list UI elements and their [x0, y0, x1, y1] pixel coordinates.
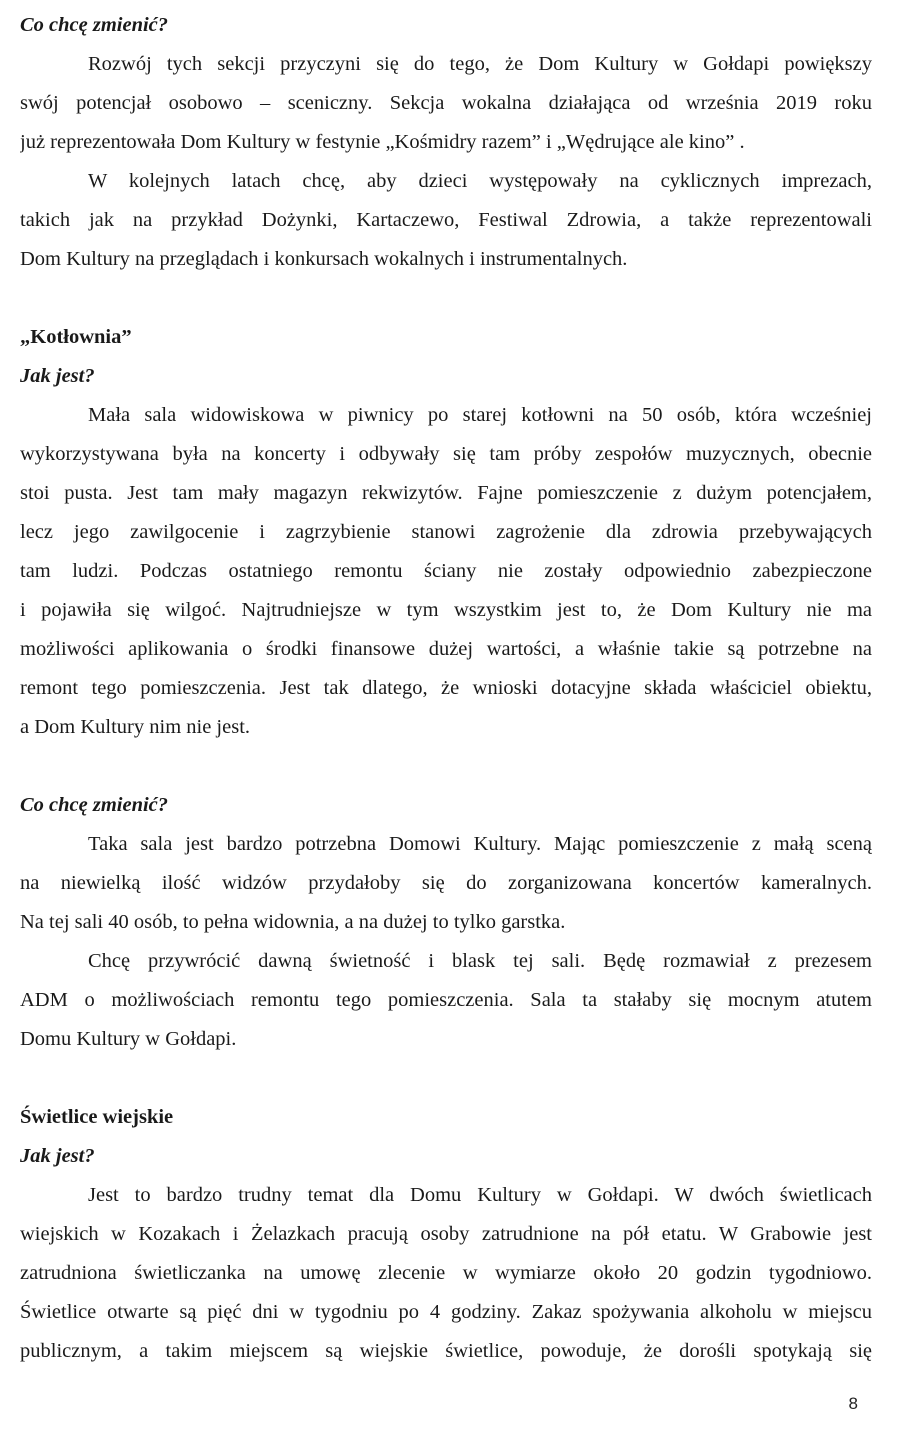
paragraph: [20, 45, 872, 162]
text-line: publicznym, a takim miejscem są wiejskie świetlice, powoduje, że dorośli spotykają się: [20, 1340, 872, 1362]
paragraph: [20, 1176, 872, 1371]
paragraph: [20, 825, 872, 942]
text-line: Mała sala widowiskowa w piwnicy po starej kotłowni na 50 osób, która wcześniej: [88, 404, 872, 426]
text-line: W kolejnych latach chcę, aby dzieci występowały na cyklicznych imprezach,: [88, 170, 872, 192]
page-number: 8: [848, 1394, 858, 1413]
paragraph: [20, 942, 872, 1059]
text-line: i pojawiła się wilgoć. Najtrudniejsze w tym wszystkim jest to, że Dom Kultury nie ma: [20, 599, 872, 621]
text-line: stoi pusta. Jest tam mały magazyn rekwizytów. Fajne pomieszczenie z dużym potencjałem,: [20, 482, 872, 504]
text-line: już reprezentowała Dom Kultury w festynie „Kośmidry razem” i „Wędrujące ale kino” .: [20, 131, 745, 153]
section-heading: Co chcę zmienić?: [20, 14, 169, 36]
text-line: Świetlice otwarte są pięć dni w tygodniu po 4 godziny. Zakaz spożywania alkoholu w miejscu: [20, 1301, 872, 1323]
text-line: a Dom Kultury nim nie jest.: [20, 716, 251, 738]
spacer: [20, 1059, 872, 1098]
text-line: zatrudniona świetliczanka na umowę zlecenie w wymiarze około 20 godzin tygodniowo.: [20, 1262, 872, 1284]
section-heading: Co chcę zmienić?: [20, 794, 169, 816]
text-line: wiejskich w Kozakach i Żelazkach pracują osoby zatrudnione na pół etatu. W Grabowie jest: [20, 1223, 872, 1245]
section-title: Świetlice wiejskie: [20, 1106, 174, 1128]
document-page: [20, 6, 872, 1371]
text-line: takich jak na przykład Dożynki, Kartaczewo, Festiwal Zdrowia, a także reprezentowali: [20, 209, 872, 231]
text-line: swój potencjał osobowo – sceniczny. Sekcja wokalna działająca od września 2019 roku: [20, 92, 872, 114]
text-line: ADM o możliwościach remontu tego pomieszczenia. Sala ta stałaby się mocnym atutem: [20, 989, 872, 1011]
text-line: wykorzystywana była na koncerty i odbywały się tam próby zespołów muzycznych, obecnie: [20, 443, 872, 465]
text-line: Jest to bardzo trudny temat dla Domu Kultury w Gołdapi. W dwóch świetlicach: [88, 1184, 872, 1206]
text-line: Chcę przywrócić dawną świetność i blask tej sali. Będę rozmawiał z prezesem: [88, 950, 872, 972]
text-line: Taka sala jest bardzo potrzebna Domowi Kultury. Mając pomieszczenie z małą sceną: [88, 833, 872, 855]
text-line: możliwości aplikowania o środki finansowe dużej wartości, a właśnie takie są potrzebne na: [20, 638, 872, 660]
section-heading: Jak jest?: [20, 365, 95, 387]
text-line: Domu Kultury w Gołdapi.: [20, 1028, 237, 1050]
spacer: [20, 747, 872, 786]
text-line: Dom Kultury na przeglądach i konkursach wokalnych i instrumentalnych.: [20, 248, 628, 270]
section-heading: Jak jest?: [20, 1145, 95, 1167]
text-line: tam ludzi. Podczas ostatniego remontu ściany nie zostały odpowiednio zabezpieczone: [20, 560, 872, 582]
text-line: Rozwój tych sekcji przyczyni się do tego, że Dom Kultury w Gołdapi powiększy: [88, 53, 872, 75]
text-line: na niewielką ilość widzów przydałoby się do zorganizowana koncertów kameralnych.: [20, 872, 872, 894]
text-line: lecz jego zawilgocenie i zagrzybienie stanowi zagrożenie dla zdrowia przebywających: [20, 521, 872, 543]
section-title: „Kotłownia”: [20, 326, 132, 348]
spacer: [20, 279, 872, 318]
paragraph: [20, 396, 872, 747]
paragraph: [20, 162, 872, 279]
text-line: Na tej sali 40 osób, to pełna widownia, a na dużej to tylko garstka.: [20, 911, 566, 933]
text-line: remont tego pomieszczenia. Jest tak dlatego, że wnioski dotacyjne składa właściciel obiektu,: [20, 677, 872, 699]
